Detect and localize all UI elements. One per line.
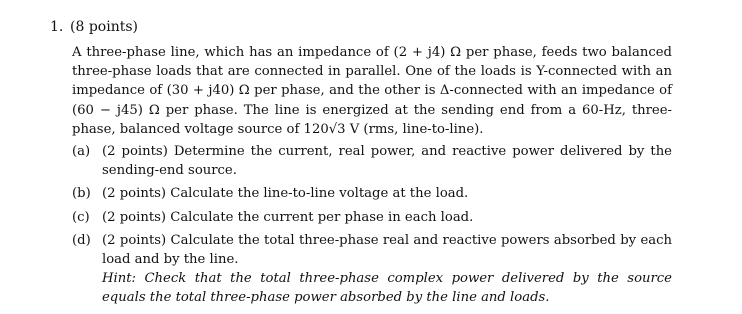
part-text: (2 points) Calculate the line-to-line voltage at the load. (102, 186, 469, 202)
problem-points: (8 points) (70, 19, 138, 35)
part-text: (2 points) Determine the current, real power, and reactive power delivered by the sending-end source. (102, 144, 672, 179)
problem-statement: A three-phase line, which has an impedance of (2 + j4) Ω per phase, feeds two balanced three-phase loads that are connected in parallel. One of the loads is Y-connected with an impedance of (30 + j40) Ω per phase, and the other is Δ-connected with an impedance of (60 − j45) Ω per phase. The line is energized at the sending end from a 60-Hz, three-phase, balanced voltage source of 120√3 V (rms, line-to-line). (72, 45, 672, 137)
part-label: (a) (72, 144, 91, 159)
part-d (72, 231, 672, 308)
hint-text: Hint: Check that the total three-phase complex power delivered by the source equals the total three-phase power absorbed by the line and loads. (102, 271, 672, 306)
part-text: (2 points) Calculate the current per phase in each load. (102, 209, 474, 225)
part-b (72, 184, 672, 203)
part-label: (b) (72, 186, 91, 202)
sub-questions (72, 142, 672, 312)
part-label: (d) (72, 232, 91, 248)
part-d-content (102, 231, 672, 308)
problem-number: 1. (50, 19, 64, 35)
part-c (72, 208, 672, 227)
part-text: (2 points) Calculate the total three-phase real and reactive powers absorbed by each load and by the line. (102, 232, 672, 268)
part-a (72, 142, 672, 180)
part-label: (c) (72, 209, 90, 225)
